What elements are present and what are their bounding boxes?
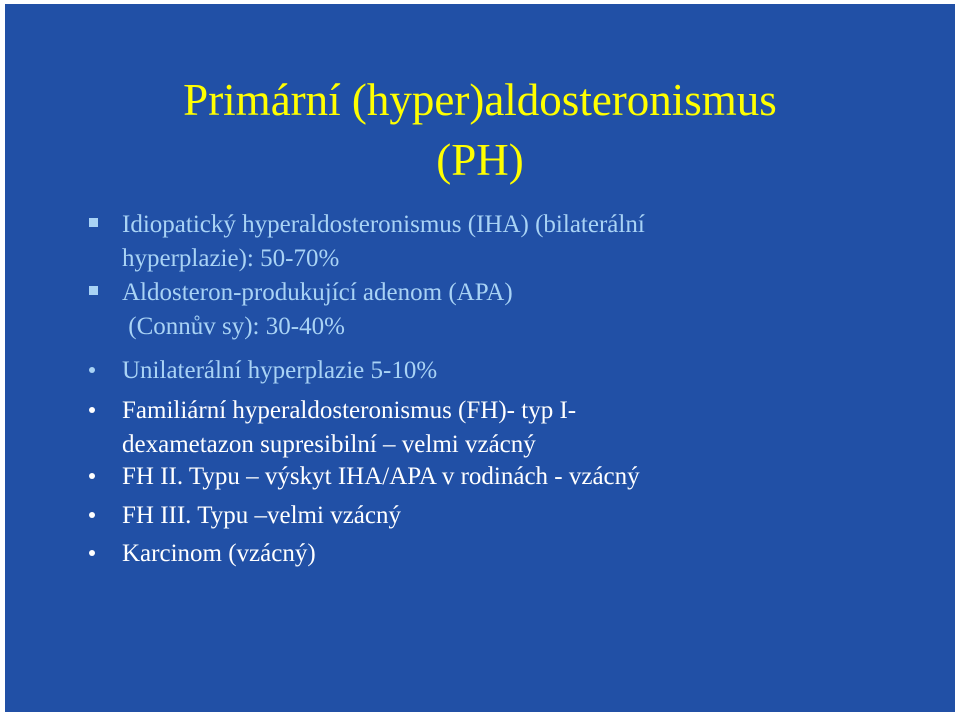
bullet-item-line: Unilaterální hyperplazie 5-10%: [122, 357, 438, 384]
bullet-item-line: (Connův sy): 30-40%: [122, 313, 345, 340]
bullet-item-unilateral: [122, 354, 437, 388]
bullet-item-line: dexametazon supresibilní – velmi vzácný: [122, 431, 536, 458]
bullet-item-line: FH II. Typu – výskyt IHA/APA v rodinách - vzácný: [122, 463, 640, 490]
round-bullet-icon: [89, 512, 95, 518]
slide-title-line-1: Primární (hyper)aldosteronismus: [183, 75, 777, 125]
bullet-item-line: Familiární hyperaldosteronismus (FH)- typ I-: [122, 397, 577, 424]
bullet-item-line: FH III. Typu –velmi vzácný: [122, 502, 401, 529]
square-bullet-icon: [89, 218, 98, 227]
bullet-item-line: hyperplazie): 50-70%: [122, 245, 340, 272]
bullet-item-iha: [122, 208, 645, 276]
slide: [5, 4, 955, 712]
bullet-list: [5, 4, 955, 712]
round-bullet-icon: [89, 407, 95, 413]
bullet-item-line: Karcinom (vzácný): [122, 540, 316, 567]
bullet-item-line: Idiopatický hyperaldosteronismus (IHA) (bilaterální: [122, 211, 645, 238]
round-bullet-icon: [89, 550, 95, 556]
bullet-item-line: Aldosteron-produkující adenom (APA): [122, 279, 513, 306]
round-bullet-icon: [89, 473, 95, 479]
bullet-item-fh2: [122, 460, 640, 494]
square-bullet-icon: [89, 286, 98, 295]
bullet-item-fh3: [122, 499, 401, 533]
round-bullet-icon: [89, 367, 95, 373]
bullet-item-carcinoma: [122, 537, 316, 571]
slide-title-line-2: (PH): [436, 135, 524, 185]
bullet-item-apa: [122, 276, 513, 344]
bullet-item-fh1: [122, 394, 576, 462]
